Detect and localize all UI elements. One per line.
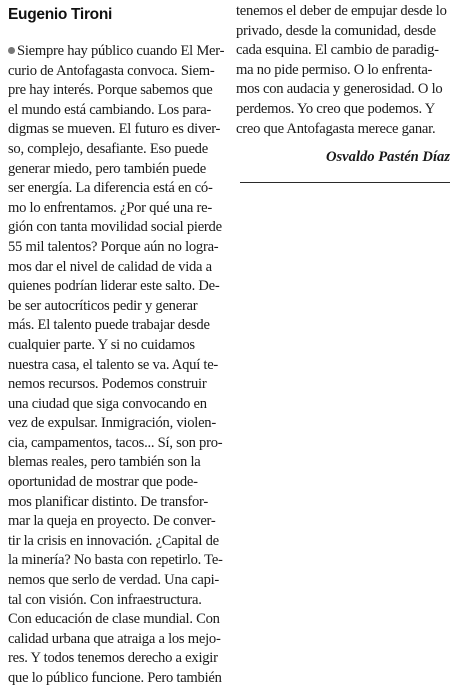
text-line: Siempre hay público cuando El Mer- [8,42,224,62]
text-line: que lo público funcione. Pero también [8,670,222,686]
bullet-icon [8,47,15,54]
text-line: curio de Antofagasta convoca. Siem- [8,62,215,79]
text-line: ma no pide permiso. O lo enfrenta- [236,61,433,78]
text-line: gión con tanta movilidad social pierde [8,219,222,236]
text-line: mar la queja en proyecto. De conver- [8,513,216,530]
text-line: creo que Antofagasta merece ganar. [236,120,436,137]
text-line: Con educación de clase mundial. Con [8,611,220,628]
divider [240,182,450,183]
text-line: tal con visión. Con infraestructura. [8,591,202,608]
text-line: calidad urbana que atraiga a los mejo- [8,630,221,647]
text-line: 55 mil talentos? Porque aún no logra- [8,238,219,255]
text-line: so, complejo, desafiante. Eso puede [8,140,208,157]
text-line: privado, desde la comunidad, desde [236,22,436,39]
text-line: mos dar el nivel de calidad de vida a [8,258,212,275]
text-line: be ser autocríticos pedir y generar [8,297,198,314]
author-name: Eugenio Tironi [8,6,113,23]
text-line: cualquier parte. Y si no cuidamos [8,336,195,353]
text-line: nemos recursos. Podemos construir [8,376,207,393]
text-line: más. El talento puede trabajar desde [8,317,210,334]
text-line: nemos que serlo de verdad. Una capi- [8,572,220,589]
right-column [236,2,452,139]
text-line: tenemos el deber de empujar desde lo [236,3,447,19]
text-line: perdemos. Yo creo que podemos. Y [236,100,435,117]
text-line: mos planificar distinto. De transfor- [8,493,208,510]
text-line: la minería? No basta con repetirlo. Te- [8,552,223,569]
text-line: ser energía. La diferencia está en có- [8,180,213,197]
text-line: tir la crisis en innovación. ¿Capital de [8,532,219,549]
text-line: cada esquina. El cambio de paradig- [236,42,439,59]
text-line: res. Y todos tenemos derecho a exigir [8,650,218,667]
text-line: una ciudad que siga convocando en [8,395,207,412]
text-line: generar miedo, pero también puede [8,160,207,177]
text-line: quienes podrían liderar este salto. De- [8,278,220,295]
text-line: cia, campamentos, tacos... Sí, son pro- [8,434,223,451]
text-line: oportunidad de mostrar que pode- [8,474,198,491]
text-line: blemas reales, pero también son la [8,454,201,471]
text-line: nuestra casa, el talento se va. Aquí te- [8,356,219,373]
text-line: digmas se mueven. El futuro es diver- [8,121,221,138]
left-column [8,42,224,689]
text-line: el mundo está cambiando. Los para- [8,101,212,118]
text-line: mo lo enfrentamos. ¿Por qué una re- [8,199,213,216]
text-line: vez de expulsar. Inmigración, violen- [8,415,216,432]
text-line: pre hay interés. Porque sabemos que [8,82,213,99]
signature: Osvaldo Pastén Díaz [325,149,450,165]
text-line: mos con audacia y generosidad. O lo [236,81,443,98]
